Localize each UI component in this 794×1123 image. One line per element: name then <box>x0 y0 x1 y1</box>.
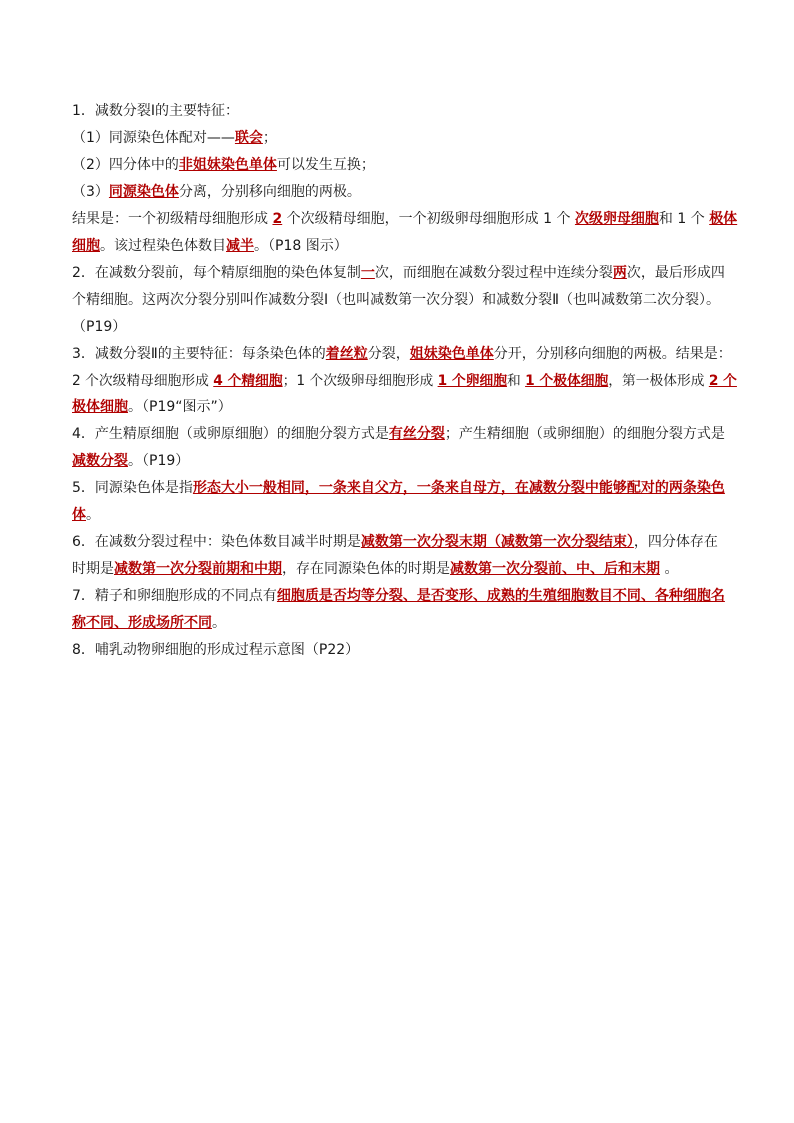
body-text: ，存在同源染色体的时期是 <box>282 561 450 578</box>
answer-text: 减数第一次分裂末期（减数第一次分裂结束） <box>360 534 634 551</box>
body-text: 3．减数分裂Ⅱ的主要特征：每条染色体的 <box>72 345 326 362</box>
answer-text: 体 <box>72 507 86 524</box>
text-line <box>72 532 734 552</box>
answer-text: 同源染色体 <box>108 183 179 200</box>
body-text: 时期是 <box>72 561 114 578</box>
body-text: 次，而细胞在减数分裂过程中连续分裂 <box>374 264 613 281</box>
body-text: （2）四分体中的 <box>72 156 179 173</box>
text-line <box>72 155 734 175</box>
text-line <box>72 344 734 364</box>
text-line <box>72 128 734 148</box>
body-text: 分裂， <box>367 345 410 362</box>
text-line <box>72 451 734 471</box>
body-text: （3） <box>72 183 109 200</box>
text-line <box>72 263 734 283</box>
body-text: ； <box>262 129 277 146</box>
answer-text: 细胞 <box>72 237 100 254</box>
answer-text: 4 个精细胞 <box>213 372 283 389</box>
body-text: 。（P18 图示） <box>254 237 348 254</box>
answer-text: 极体 <box>709 210 738 227</box>
text-line <box>72 559 734 579</box>
body-text: 。 <box>86 507 100 524</box>
text-line <box>72 371 737 391</box>
body-text: （1）同源染色体配对—— <box>72 129 235 146</box>
answer-text: 着丝粒 <box>325 345 368 362</box>
answer-text: 2 个 <box>708 372 737 389</box>
body-text: 和 1 个 <box>658 210 710 227</box>
body-text: 。（P19） <box>128 453 190 470</box>
answer-text: 细胞质是否均等分裂、是否变形、成熟的生殖细胞数目不同、各种细胞名 <box>276 588 725 605</box>
text-line <box>72 640 734 660</box>
answer-text: 减数分裂 <box>72 453 128 470</box>
answer-text: 极体细胞 <box>72 399 128 416</box>
text-line <box>72 182 734 202</box>
body-text: 分离，分别移向细胞的两极。 <box>178 183 361 200</box>
answer-text: 形态大小一般相同，一条来自父方，一条来自母方，在减数分裂中能够配对的两条染色 <box>192 480 725 497</box>
body-text: 个精细胞。这两次分裂分别叫作减数分裂Ⅰ（也叫减数第一次分裂）和减数分裂Ⅱ（也叫减数第二次分裂）。 <box>72 291 721 308</box>
body-text: 结果是：一个初级精母细胞形成 <box>72 210 273 227</box>
text-line <box>72 613 734 633</box>
body-text: 。该过程染色体数目 <box>100 237 226 254</box>
body-text: 1．减数分裂Ⅰ的主要特征： <box>72 103 240 119</box>
answer-text: 一 <box>360 264 375 281</box>
answer-text: 非姐妹染色单体 <box>178 156 277 173</box>
body-text: 个次级精母细胞，一个初级卵母细胞形成 1 个 <box>282 210 575 227</box>
body-text: （P19） <box>72 318 127 335</box>
answer-text: 1 个卵细胞 <box>437 372 507 389</box>
body-text: 。 <box>660 561 679 578</box>
body-text: ；产生精细胞（或卵细胞）的细胞分裂方式是 <box>444 426 725 443</box>
body-text: 4．产生精原细胞（或卵原细胞）的细胞分裂方式是 <box>72 426 389 443</box>
body-text: 5．同源染色体是指 <box>72 480 193 497</box>
body-text: 次，最后形成四 <box>626 264 725 281</box>
body-text: 7．精子和卵细胞形成的不同点有 <box>72 588 277 605</box>
body-text: 可以发生互换； <box>276 156 375 173</box>
body-text: 2 个次级精母细胞形成 <box>72 372 214 389</box>
text-line <box>72 586 734 606</box>
answer-text: 2 <box>272 210 283 227</box>
answer-text: 联会 <box>234 129 263 146</box>
answer-text: 减半 <box>226 237 254 254</box>
answer-text: 有丝分裂 <box>388 426 445 443</box>
body-text: 分开，分别移向细胞的两极。结果是： <box>493 345 732 362</box>
body-text: 2．在减数分裂前，每个精原细胞的染色体复制 <box>72 264 361 281</box>
text-line <box>72 397 734 417</box>
answer-text: 减数第一次分裂前期和中期 <box>114 561 282 578</box>
text-line <box>72 505 734 525</box>
text-line <box>72 236 734 256</box>
text-line <box>72 290 734 310</box>
answer-text: 减数第一次分裂前、中、后和末期 <box>450 561 660 578</box>
body-text: ；1 个次级卵母细胞形成 <box>282 372 438 389</box>
text-line <box>72 209 738 229</box>
answer-text: 姐妹染色单体 <box>409 345 494 362</box>
body-text: ，四分体存在 <box>633 534 718 551</box>
body-text: 。（P19“图示”） <box>128 399 232 416</box>
body-text: 8．哺乳动物卵细胞的形成过程示意图（P22） <box>72 642 360 658</box>
body-text: ，第一极体形成 <box>608 372 709 389</box>
text-line <box>72 478 734 498</box>
answer-text: 次级卵母细胞 <box>574 210 659 227</box>
text-line <box>72 317 734 337</box>
text-line <box>72 424 734 444</box>
body-text: 。 <box>212 615 226 632</box>
body-text: 和 <box>506 372 526 389</box>
body-text: 6．在减数分裂过程中：染色体数目减半时期是 <box>72 534 361 551</box>
answer-text: 1 个极体细胞 <box>525 372 609 389</box>
text-line <box>72 101 734 121</box>
answer-text: 称不同、形成场所不同 <box>72 615 212 632</box>
answer-text: 两 <box>612 264 627 281</box>
